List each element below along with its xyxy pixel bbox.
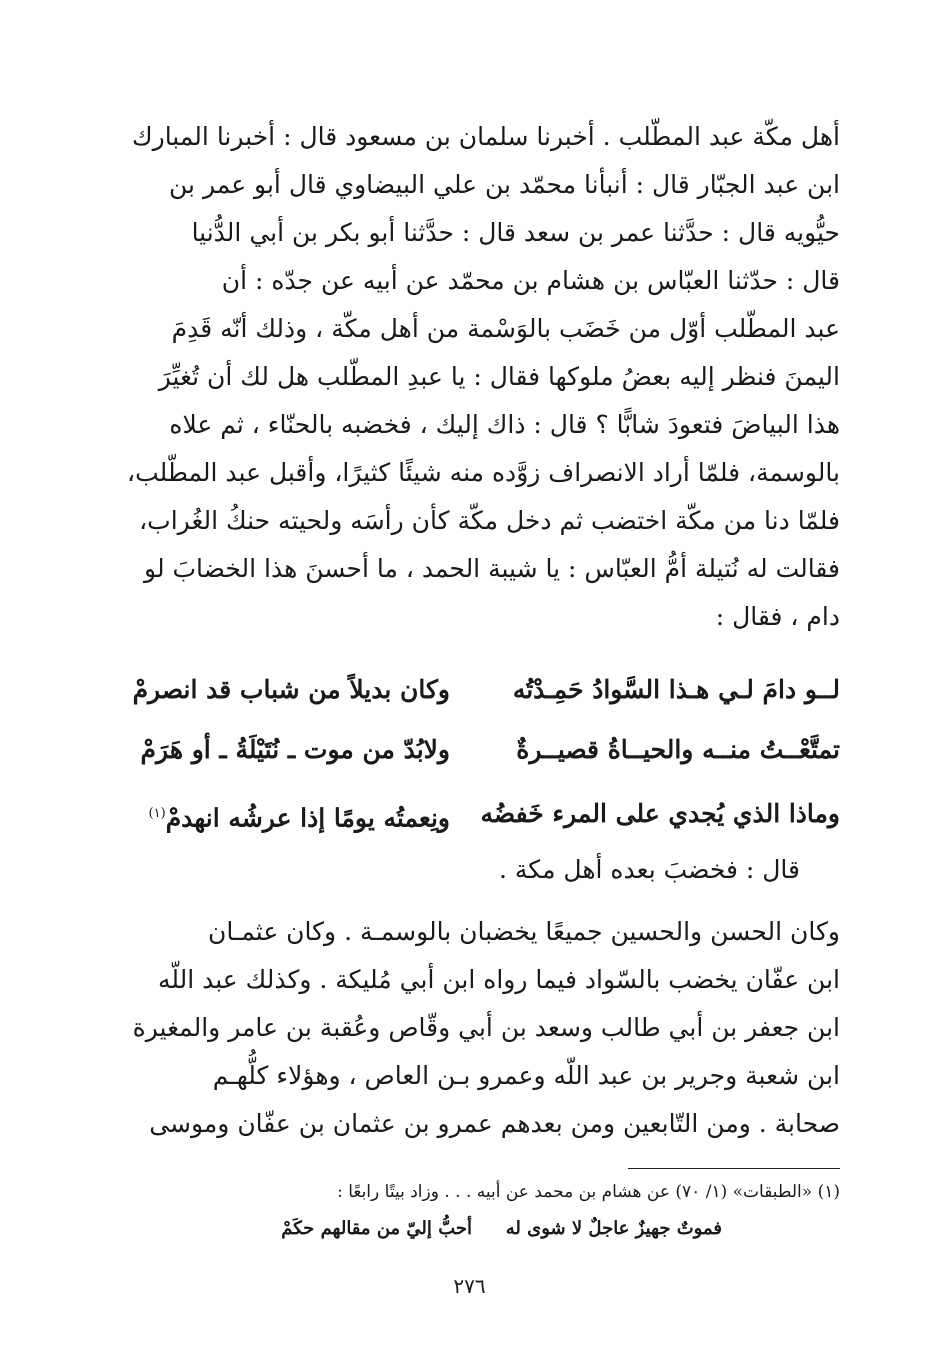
footnote-verse-second: أحبُّ إليّ من مقالهم حكَمْ — [281, 1218, 472, 1239]
body-line: فقالت له نُتيلة أمُّ العبّاس : يا شيبة الحمد ، ما أحسنَ هذا الخضابَ لو — [144, 554, 840, 583]
body-line: أهل مكّة عبد المطّلب . أخبرنا سلمان بن مسعود قال : أخبرنا المبارك — [132, 122, 840, 151]
verse-first-hemistich: وماذا الذي يُجدي على المرء خَفضُه — [480, 799, 840, 828]
body-line: ابن جعفر بن أبي طالب وسعد بن أبي وقّاص وعُقبة بن عامر والمغيرة — [132, 1013, 840, 1042]
verse-second-hemistich: وكان بديلاً من شباب قد انصرمْ — [132, 675, 450, 704]
verse-second-text: ونِعمتُه يومًا إذا عرشُه انهدمْ — [165, 803, 450, 833]
body-line: هذا البياضَ فتعودَ شابًّا ؟ قال : ذاك إليك ، فخضبه بالحنّاء ، ثم علاه — [169, 410, 840, 439]
verse-first-hemistich: تمتَّعْــتُ منــه والحيــاةُ قصيــرةٌ — [516, 735, 840, 764]
body-line: حيُّويه قال : حدَّثنا عمر بن سعد قال : حدَّثنا أبو بكر بن أبي الدُّنيا — [191, 218, 840, 247]
verse-first-hemistich: لــو دامَ لـي هـذا السَّوادُ حَمِـدْتُه — [512, 675, 840, 704]
body-line: ابن عبد الجبّار قال : أنبأنا محمّد بن علي البيضاوي قال أبو عمر بن — [169, 170, 840, 199]
footnote-verse-first: فموتٌ جهيزٌ عاجلٌ لا شوى له — [505, 1218, 722, 1239]
body-line: قال : فخضبَ بعده أهل مكة . — [498, 855, 800, 884]
body-line: دام ، فقال : — [715, 602, 840, 631]
body-line: فلمّا دنا من مكّة اختضب ثم دخل مكّة كأن رأسَه ولحيته حنكُ الغُراب، — [139, 506, 840, 535]
verse-row — [100, 728, 840, 772]
body-line: قال : حدّثنا العبّاس بن هشام بن محمّد عن أبيه عن جدّه : أن — [221, 266, 840, 295]
body-line: اليمنَ فنظر إليه بعضُ ملوكها فقال : يا عبدِ المطّلب هل لك أن تُغيِّرَ — [158, 362, 840, 391]
body-line: صحابة . ومن التّابعين ومن بعدهم عمرو بن عثمان بن عفّان وموسى — [149, 1109, 840, 1138]
body-line: ابن عفّان يخضب بالسّواد فيما رواه ابن أبي مُليكة . وكذلك عبد اللّه — [157, 965, 840, 994]
body-line: وكان الحسن والحسين جميعًا يخضبان بالوسمـة . وكان عثمـان — [208, 917, 840, 946]
verse-row — [100, 668, 840, 712]
footnote-text: (١) «الطبقات» (١/ ٧٠) عن هشام بن محمد عن أبيه . . . وزاد بيتًا رابعًا : — [337, 1182, 840, 1202]
body-line: بالوسمة، فلمّا أراد الانصراف زوَّده منه شيئًا كثيرًا، وأقبل عبد المطّلب، — [127, 458, 840, 487]
verse-second-hemistich — [100, 792, 450, 840]
body-line: ابن شعبة وجرير بن عبد اللّه وعمرو بـن العاص ، وهؤلاء كلُّهـم — [212, 1061, 840, 1090]
footnote-reference[interactable]: (١) — [148, 806, 166, 821]
verse-second-hemistich: ولابُدّ من موت ـ نُتَيْلَةُ ـ أو هَرَمْ — [140, 735, 450, 764]
page-number: ٢٧٦ — [453, 1274, 486, 1298]
verse-row — [100, 792, 840, 836]
footnote-separator — [628, 1168, 840, 1169]
body-line: عبد المطّلب أوّل من خَضَب بالوَسْمة من أهل مكّة ، وذلك أنّه قَدِمَ — [171, 314, 840, 343]
